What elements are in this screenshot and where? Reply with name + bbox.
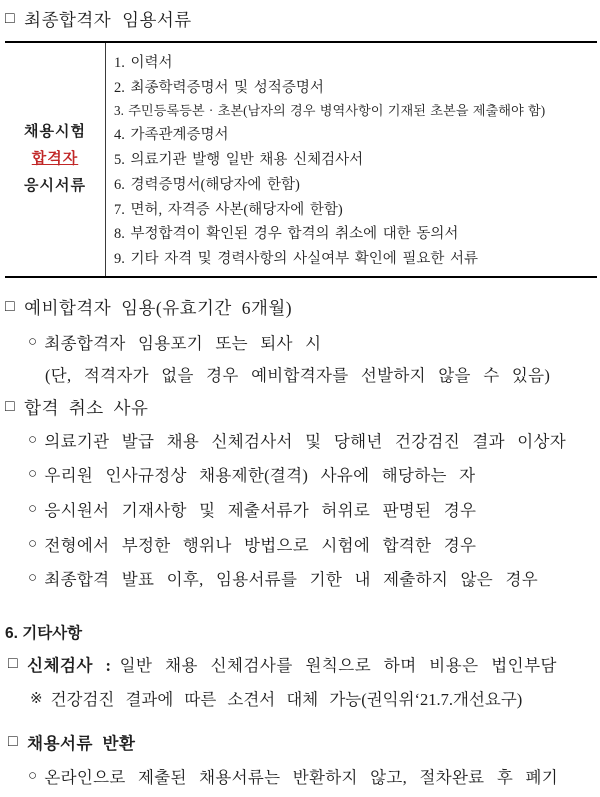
- circle-bullet-glyph: ○: [28, 767, 38, 784]
- list-item: [5, 567, 595, 589]
- table-header-line: 응시서류: [24, 178, 86, 194]
- table-item: 7. 면허, 자격증 사본(해당자에 한함): [114, 201, 343, 218]
- section-title-reserve: [5, 296, 595, 318]
- circle-bullet-glyph: ○: [28, 431, 38, 448]
- reference-note-text: 건강검진 결과에 따른 소견서 대체 가능(권익위‘21.7.개선요구): [50, 690, 523, 709]
- section-title-text: 6. 기타사항: [5, 625, 83, 642]
- table-item: 1. 이력서: [114, 54, 173, 71]
- circle-bullet-glyph: ○: [28, 569, 38, 586]
- application-documents-table: [5, 41, 597, 278]
- list-item-text: 최종합격자 임용포기 또는 퇴사 시: [44, 334, 322, 353]
- circle-bullet-glyph: ○: [28, 535, 38, 552]
- list-item-text: 의료기관 발급 채용 신체검사서 및 당해년 건강검진 결과 이상자: [44, 432, 566, 451]
- list-item-text: 전형에서 부정한 행위나 방법으로 시험에 합격한 경우: [44, 536, 477, 555]
- list-item-note: [5, 363, 595, 385]
- table-header-line: 채용시험: [24, 124, 86, 140]
- section-title-text: 최종합격자 임용서류: [24, 9, 192, 30]
- list-item-text: 응시원서 기재사항 및 제출서류가 허위로 판명된 경우: [44, 501, 477, 520]
- list-item-text: 우리원 인사규정상 채용제한(결격) 사유에 해당하는 자: [44, 466, 476, 485]
- section-title-cancel: [5, 396, 595, 418]
- list-item: [5, 429, 595, 451]
- section-title-text: 합격 취소 사유: [24, 397, 149, 418]
- checkbox-glyph: □: [8, 733, 19, 750]
- physical-exam-label: 신체검사 :: [27, 656, 112, 675]
- section-title-text: 채용서류 반환: [27, 734, 136, 753]
- table-header-cell: [5, 43, 106, 276]
- list-item-text: 온라인으로 제출된 채용서류는 반환하지 않고, 절차완료 후 폐기: [44, 768, 558, 787]
- section-title-return: [5, 731, 595, 753]
- list-item: [5, 331, 595, 353]
- list-item: [5, 765, 595, 787]
- circle-bullet-glyph: ○: [28, 500, 38, 517]
- list-item: [5, 463, 595, 485]
- reference-mark-glyph: ※: [30, 690, 43, 707]
- list-item: [5, 498, 595, 520]
- checkbox-glyph: □: [5, 10, 16, 27]
- table-item: 5. 의료기관 발행 일반 채용 신체검사서: [114, 151, 364, 168]
- circle-bullet-glyph: ○: [28, 465, 38, 482]
- checkbox-glyph: □: [5, 298, 16, 315]
- table-item: 3. 주민등록등본 · 초본(남자의 경우 병역사항이 기재된 초본을 제출해야 함): [114, 103, 546, 119]
- reference-note-line: [5, 687, 595, 709]
- section-title-text: 예비합격자 임용(유효기간 6개월): [24, 297, 293, 318]
- list-item: [5, 533, 595, 555]
- circle-bullet-glyph: ○: [28, 333, 38, 350]
- note-text: (단, 적격자가 없을 경우 예비합격자를 선발하지 않을 수 있음): [45, 366, 551, 385]
- table-item: 6. 경력증명서(해당자에 한함): [114, 176, 300, 193]
- table-header-highlight: 합격자: [31, 151, 79, 167]
- table-item: 8. 부정합격이 확인된 경우 합격의 취소에 대한 동의서: [114, 226, 459, 243]
- physical-exam-line: [5, 653, 595, 675]
- section-title-etc: [5, 621, 595, 643]
- section-title-final-docs: [5, 6, 595, 32]
- table-item: 4. 가족관계증명서: [114, 127, 229, 144]
- table-body-cell: [106, 43, 597, 276]
- table-item: 9. 기타 자격 및 경력사항의 사실여부 확인에 필요한 서류: [114, 251, 479, 268]
- table-item: 2. 최종학력증명서 및 성적증명서: [114, 79, 324, 96]
- physical-exam-text: 일반 채용 신체검사를 원칙으로 하며 비용은 법인부담: [119, 656, 557, 675]
- list-item-text: 최종합격 발표 이후, 임용서류를 기한 내 제출하지 않은 경우: [44, 570, 538, 589]
- checkbox-glyph: □: [8, 655, 19, 672]
- checkbox-glyph: □: [5, 398, 16, 415]
